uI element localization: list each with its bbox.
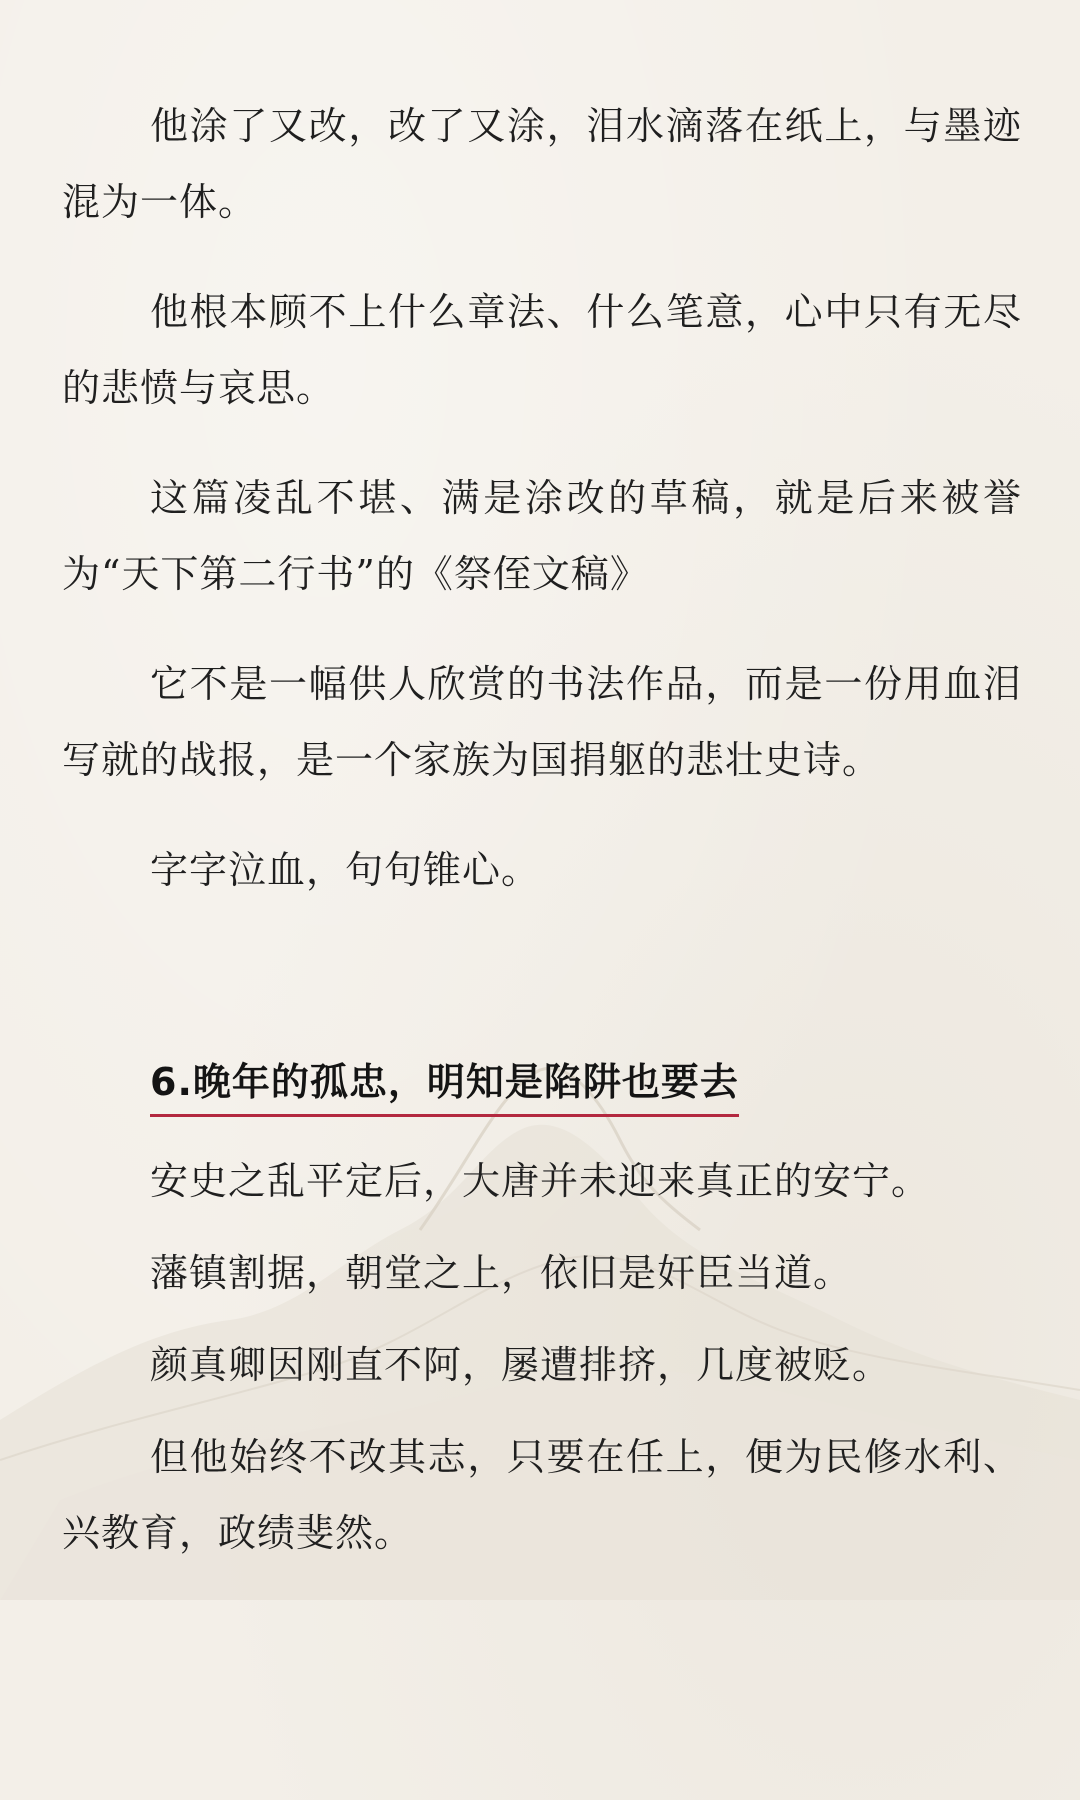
article-section-1 xyxy=(62,88,1022,908)
paragraph: 但他始终不改其志，只要在任上，便为民修水利、兴教育，政绩斐然。 xyxy=(62,1435,1022,1555)
article-section-2 xyxy=(62,942,1022,1571)
paragraph: 藩镇割据，朝堂之上，依旧是奸臣当道。 xyxy=(150,1251,853,1295)
paragraph: 字字泣血，句句锥心。 xyxy=(150,848,541,892)
paragraph: 颜真卿因刚直不阿，屡遭排挤，几度被贬。 xyxy=(150,1343,892,1387)
section-heading: 6.晚年的孤忠，明知是陷阱也要去 xyxy=(150,1054,739,1117)
paragraph: 安史之乱平定后，大唐并未迎来真正的安宁。 xyxy=(150,1159,931,1203)
article-content xyxy=(62,88,1022,1587)
paragraph: 这篇凌乱不堪、满是涂改的草稿，就是后来被誉为“天下第二行书”的《祭侄文稿》 xyxy=(62,476,1022,596)
paragraph: 它不是一幅供人欣赏的书法作品，而是一份用血泪写就的战报，是一个家族为国捐躯的悲壮史诗。 xyxy=(62,662,1022,782)
paragraph: 他涂了又改，改了又涂，泪水滴落在纸上，与墨迹混为一体。 xyxy=(62,104,1022,224)
paragraph: 他根本顾不上什么章法、什么笔意，心中只有无尽的悲愤与哀思。 xyxy=(62,290,1022,410)
